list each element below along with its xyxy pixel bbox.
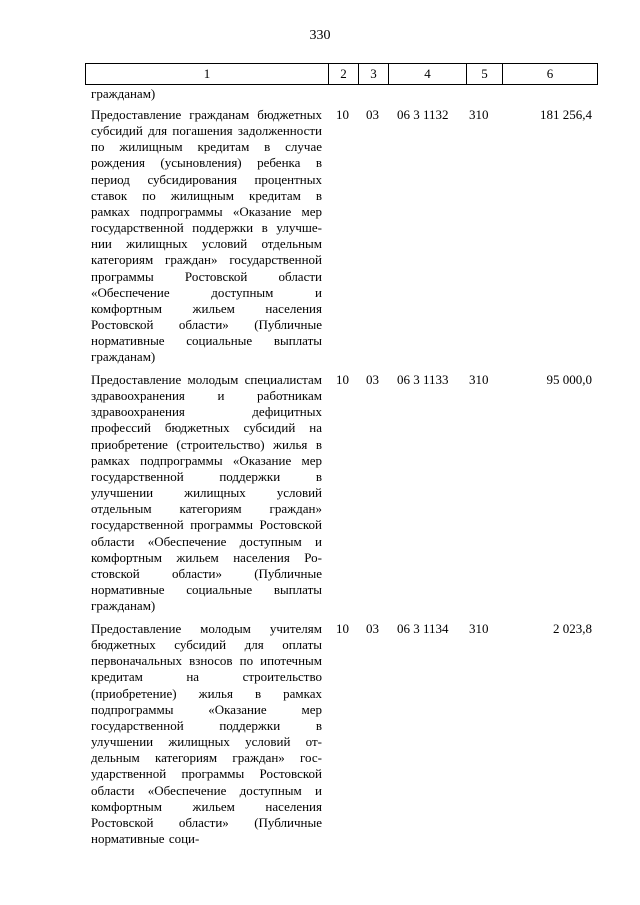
row-col-4: 06 3 1134 [397, 621, 449, 636]
row-description: Предоставление молодым учителям бюджетных субсидий для оплаты первоначальных взносов по ипотечным кредитам на строительство (приобретение) жилья в рамках подпрограммы «Оказание мер государственной поддержки в улучшении жилищных условий отдельным категориям граждан» государственной программы Ростовской области «Обеспечение доступным и комфортным жильем населения Ростовской области» (Публичные нормативные соци- [91, 621, 322, 847]
row-col-2: 10 [336, 621, 349, 636]
page-number: 330 [309, 28, 331, 43]
row-col-5: 310 [469, 107, 489, 122]
row-col-3: 03 [366, 621, 379, 636]
row-description: Предоставление гражданам бюджетных субсидий для погашения задолженности по жилищным кредитам в случае рождения (усыновления) ребенка в период субсидирования процентных ставок по жилищным кредитам в рамках подпрограммы «Оказание мер государственной поддержки в улучшении жилищных условий отдельным категориям граждан» государственной программы Ростовской области «Обеспечение доступным и комфортным жильем населения Ростовской области» (Публичные нормативные социальные выплаты гражданам) [91, 107, 322, 365]
header-col-4: 4 [389, 64, 467, 85]
row-col-5: 310 [469, 372, 489, 387]
row-col-5: 310 [469, 621, 489, 636]
row-col-6: 181 256,4 [540, 107, 592, 122]
row-col-4: 06 3 1133 [397, 372, 449, 387]
row-col-3: 03 [366, 107, 379, 122]
header-col-2: 2 [329, 64, 359, 85]
row-col-4: 06 3 1132 [397, 107, 449, 122]
header-col-1: 1 [86, 64, 329, 85]
header-col-3: 3 [359, 64, 389, 85]
row-col-3: 03 [366, 372, 379, 387]
row-col-2: 10 [336, 107, 349, 122]
continuation-text: гражданам) [91, 86, 156, 101]
header-col-6: 6 [503, 64, 598, 85]
row-col-6: 95 000,0 [546, 372, 592, 387]
row-col-6: 2 023,8 [553, 621, 592, 636]
row-description: Предоставление молодым специалистам здравоохранения и работникам здравоохранения дефицитных профессий бюджетных субсидий на приобретение (строительство) жилья в рамках подпрограммы «Оказание мер государственной поддержки в улучшении жилищных условий отдельным категориям граждан» государственной программы Ростовской области «Обеспечение доступным и комфортным жильем населения Ростовской области» (Публичные нормативные социальные выплаты гражданам) [91, 372, 322, 614]
header-col-5: 5 [467, 64, 503, 85]
row-col-2: 10 [336, 372, 349, 387]
table-header [85, 63, 598, 85]
